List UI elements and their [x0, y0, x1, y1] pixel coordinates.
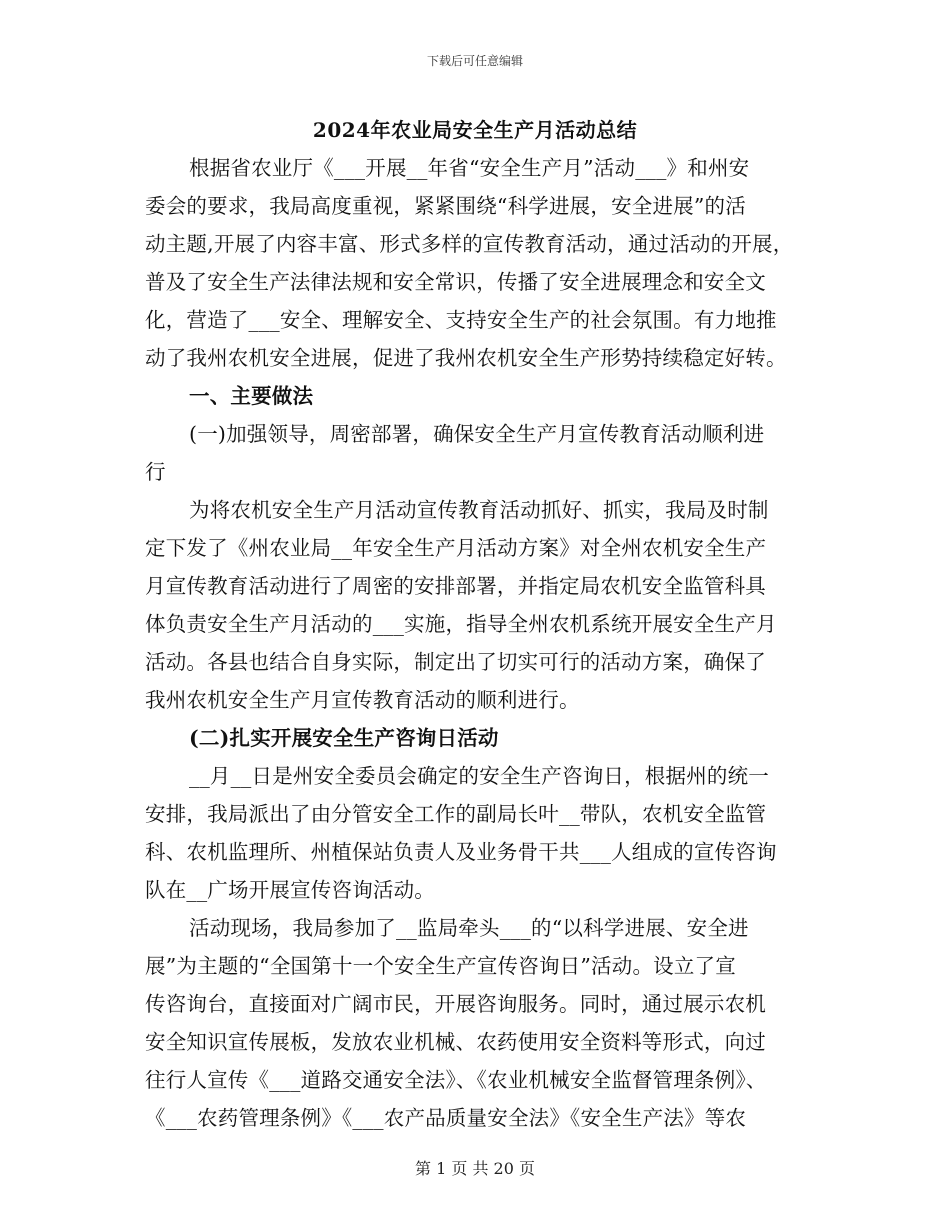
body-text-line: 为将农机安全生产月活动宣传教育活动抓好、抓实，我局及时制	[189, 498, 769, 522]
body-text-line: 传咨询台，直接面对广阔市民，开展咨询服务。同时，通过展示农机	[145, 992, 766, 1016]
body-text-line: 安全知识宣传展板，发放农业机械、农药使用安全资料等形式，向过	[145, 1030, 766, 1054]
document-title: 2024年农业局安全生产月活动总结	[312, 118, 638, 142]
body-text-line: 我州农机安全生产月宣传教育活动的顺利进行。	[145, 688, 580, 712]
body-text-line: 行	[145, 460, 166, 484]
body-text-line: (一)加强领导，周密部署，确保安全生产月宣传教育活动顺利进	[189, 422, 765, 446]
page-footer: 第 1 页 共 20 页	[415, 1159, 535, 1178]
body-text-line: 科、农机监理所、州植保站负责人及业务骨干共___人组成的宣传咨询	[145, 840, 777, 864]
body-text-line: 动主题,开展了内容丰富、形式多样的宣传教育活动，通过活动的开展，	[145, 232, 794, 256]
body-text-line: 动了我州农机安全进展，促进了我州农机安全生产形势持续稳定好转。	[145, 346, 787, 370]
document-body	[145, 149, 813, 1137]
body-text-line: 活动。各县也结合自身实际，制定出了切实可行的活动方案，确保了	[145, 650, 766, 674]
body-text-line: 月宣传教育活动进行了周密的安排部署，并指定局农机安全监管科具	[145, 574, 766, 598]
page-header-note: 下载后可任意编辑	[426, 54, 523, 68]
section-heading: (二)扎实开展安全生产咨询日活动	[189, 726, 499, 750]
body-text-line: 队在__广场开展宣传咨询活动。	[145, 878, 435, 902]
body-text-line: 《___农药管理条例》《___农产品质量安全法》《安全生产法》等农	[145, 1106, 747, 1130]
body-text-line: 普及了安全生产法律法规和安全常识，传播了安全进展理念和安全文	[145, 270, 766, 294]
body-text-line: 定下发了《州农业局__年安全生产月活动方案》对全州农机安全生产	[145, 536, 767, 560]
body-text-line: 体负责安全生产月活动的___实施，指导全州农机系统开展安全生产月	[145, 612, 777, 636]
body-text-line: 根据省农业厅《___开展__年省“安全生产月”活动___》和州安	[189, 156, 750, 180]
body-text-line: 化，营造了___安全、理解安全、支持安全生产的社会氛围。有力地推	[145, 308, 777, 332]
body-text-line: 活动现场，我局参加了__监局牵头___的“以科学进展、安全进	[189, 916, 749, 940]
body-text-line: 委会的要求，我局高度重视，紧紧围绕“科学进展，安全进展”的活	[145, 194, 746, 218]
body-text-line: 安排，我局派出了由分管安全工作的副局长叶__带队，农机安全监管	[145, 802, 767, 826]
section-heading: 一、主要做法	[189, 384, 314, 408]
body-text-line: 往行人宣传《___道路交通安全法》、《农业机械安全监督管理条例》、	[145, 1068, 767, 1092]
body-text-line: 展”为主题的“全国第十一个安全生产宣传咨询日”活动。设立了宣	[145, 954, 736, 978]
body-text-line: __月__日是州安全委员会确定的安全生产咨询日，根据州的统一	[189, 764, 769, 788]
